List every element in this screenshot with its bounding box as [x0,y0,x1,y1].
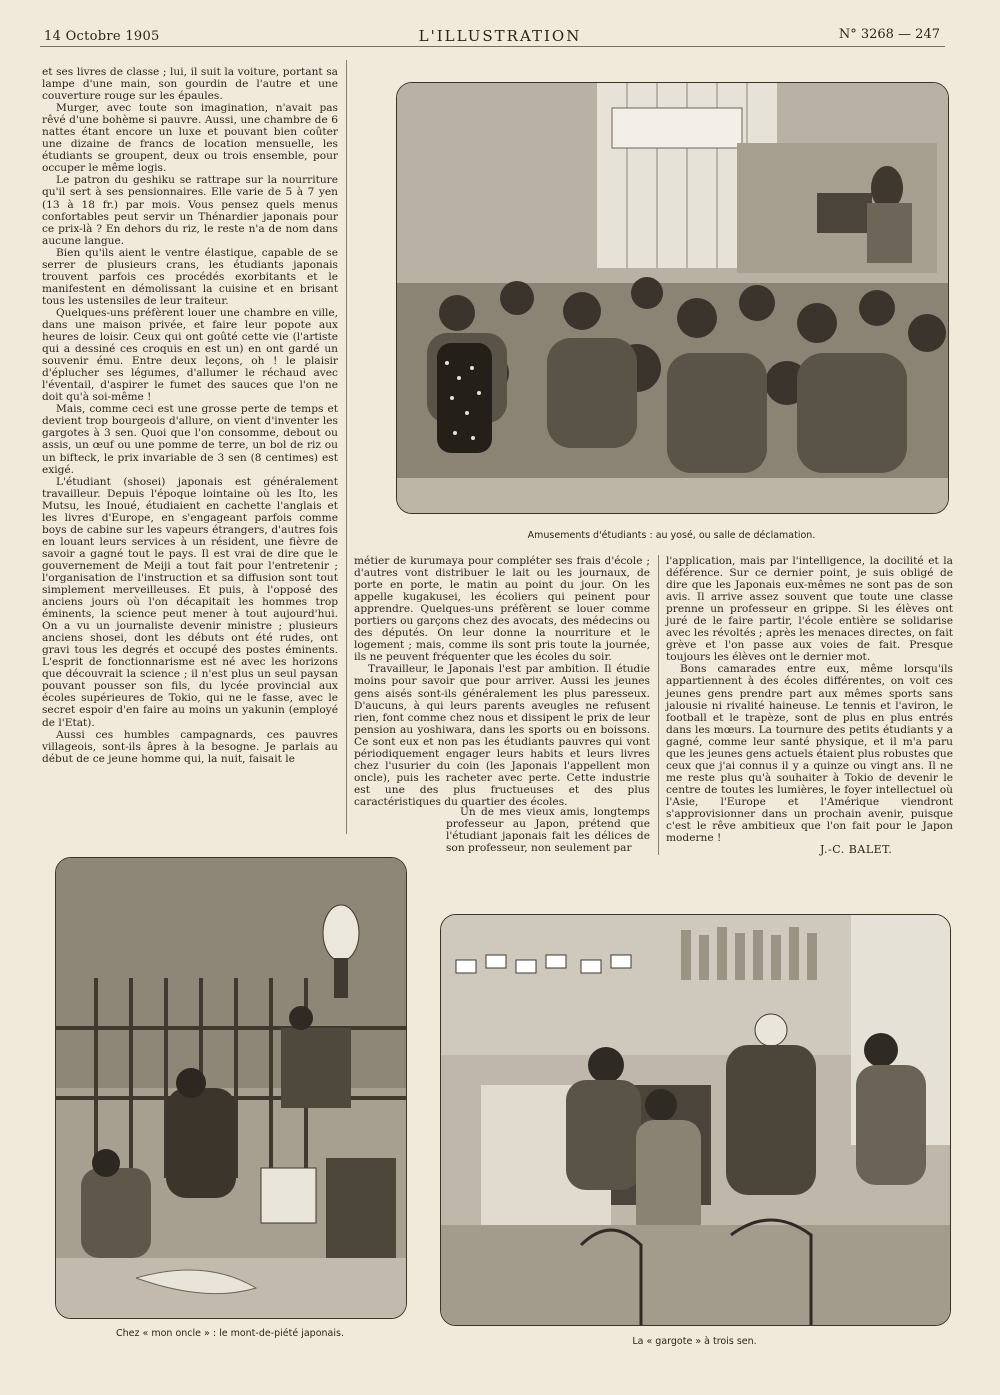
column-divider [346,60,347,834]
issue-number: N° 3268 — 247 [838,27,940,42]
author-signature: J.-C. BALET. [820,843,893,856]
paragraph: Bons camarades entre eux, même lorsqu'ils appartiennent à des écoles différentes, on voit ces jeunes gens prendre part aux mêmes sports sans jalousie ni rivalité haineuse. Le tennis et l'aviron, le football et le trapèze, sont de plus en plus entrés dans les mœurs. La tournure des petits étudiants y a gagné, comme leur santé physique, et il m'a paru que les jeunes gens actuels étaient plus robustes que ceux que j'ai connus il y a quinze ou vingt ans. Il ne me reste plus qu'à souhaiter à Tokio de devenir le centre de toutes les lumières, le foyer intellectuel où l'Asie, l'Europe et l'Amérique viendront s'approvisionner dans un prochain avenir, puisque c'est le rêve ambitieux que l'on fait pour le Japon moderne ! [666,663,953,845]
paragraph: et ses livres de classe ; lui, il suit la voiture, portant sa lampe d'une main, son gourdin de l'autre et une couverture rouge sur les épaules. [42,66,338,103]
caption-yose: Amusements d'étudiants : au yosé, ou salle de déclamation. [527,530,816,541]
header-date: 14 Octobre 1905 [44,29,160,44]
paragraph: Travailleur, le Japonais l'est par ambition. Il étudie moins pour savoir que pour arriver. Aussi les jeunes gens aisés sont-ils généralement les plus paresseux. D'aucuns, à qui leurs parents aveugles ne refusent rien, font comme chez nous et dissipent le prix de leur pension au yoshiwara, dans les sports ou en boissons. Ce sont eux et non pas les étudiants pauvres qui vont périodiquement engager leurs habits et leurs livres chez l'usurier du coin (les Japonais l'appellent mon oncle), puis les racheter avec perte. Cette industrie est une des plus fructueuses et des plus caractéristiques du quartier des écoles. [354,663,650,808]
pawnshop-drawing [56,858,406,1318]
paragraph: Mais, comme ceci est une grosse perte de temps et devient trop bourgeois d'allure, on vient d'inventer les gargotes à 3 sen. Quoi que l'on consomme, debout ou assis, un œuf ou une pomme de terre, un bol de riz ou un bifteck, le prix invariable de 3 sen (8 centimes) est exigé. [42,403,338,476]
gargote-drawing [441,915,950,1325]
article-column-2-continued [446,806,650,854]
illustration-yose [396,82,949,514]
paragraph: Aussi ces humbles campagnards, ces pauvres villageois, sont-ils âpres à la besogne. Je parlais au début de ce jeune homme qui, la nuit, faisait le [42,728,338,765]
paragraph: Quelques-uns préfèrent louer une chambre en ville, dans une maison privée, et faire leur popote aux heures de loisir. Ceux qui ont goûté cette vie (l'artiste qui a dessiné ces croquis en est un) en ont gardé un souvenir ému. Entre deux leçons, oh ! le plaisir d'éplucher ses légumes, d'allumer le réchaud avec l'éventail, d'aspirer le fumet des sauces que l'on ne doit qu'à soi-même ! [42,306,338,404]
caption-gargote: La « gargote » à trois sen. [632,1336,757,1347]
article-column-2 [354,555,650,808]
paragraph: métier de kurumaya pour compléter ses frais d'école ; d'autres vont distribuer le lait ou les journaux, de porte en porte, le matin au point du jour. On les appelle kugakusei, les écoliers qui peinent pour apprendre. Quelques-uns préfèrent se louer comme portiers ou garçons chez des avocats, des médecins ou des députés. On leur donne la nourriture et le logement ; mais, comme ils sont pris toute la journée, ils ne peuvent fréquenter que les écoles du soir. [354,555,650,664]
illustration-mont-de-piete [55,857,407,1319]
article-column-1 [42,66,338,765]
paragraph: L'étudiant (shosei) japonais est généralement travailleur. Depuis l'époque lointaine où les Ito, les Mutsu, les Inoué, étudiaient en cachette l'anglais et les livres d'Europe, en s'engageant parfois comme boys de cabine sur les vapeurs étrangers, d'autres fois en louant leurs services à un résident, une fièvre de savoir a gagné tout le pays. Il est vrai de dire que le gouvernement de Meiji a tout fait pour l'entretenir ; l'organisation de l'instruction et sa diffusion sont tout simplement merveilleuses. Et puis, à l'opposé des anciens jours où l'on décapitait les hommes trop éminents, la science peut mener à tout aujourd'hui. On a vu un journaliste devenir ministre ; plusieurs anciens shosei, dont les débuts ont été rudes, ont gravi tous les degrés et occupé des postes éminents. L'esprit de fonctionnarisme est né avec les horizons que découvrait la science ; il n'est plus un seul paysan pouvant pousser son fils, du lycée provincial aux écoles supérieures de Tokio, qui ne le fasse, avec le secret espoir d'en faire au moins un yakunin (employé de l'Etat). [42,475,338,729]
paragraph: Un de mes vieux amis, longtemps professeur au Japon, prétend que l'étudiant japonais fait les délices de son professeur, non seulement par [446,806,650,855]
paragraph: Murger, avec toute son imagination, n'avait pas rêvé d'une bohème si pauvre. Aussi, une chambre de 6 nattes étant encore un luxe et pouvant bien coûter une dizaine de francs de location mensuelle, les étudiants se groupent, deux ou trois ensemble, pour occuper le même logis. [42,102,338,175]
yose-drawing [397,83,948,513]
masthead-title: L'ILLUSTRATION [418,27,582,45]
header-rule [40,46,945,47]
illustration-gargote [440,914,951,1326]
caption-mont-de-piete: Chez « mon oncle » : le mont-de-piété japonais. [116,1328,344,1339]
column-divider [658,555,659,855]
paragraph: l'application, mais par l'intelligence, la docilité et la déférence. Sur ce dernier point, je suis obligé de dire que les Japonais eux-mêmes ne sont pas de son avis. Il arrive assez souvent que toute une classe prenne un professeur en grippe. Si les élèves ont juré de le faire partir, l'école entière se solidarise avec les révoltés ; après les menaces directes, on fait grève et l'on passe aux voies de fait. Presque toujours les élèves ont le dernier mot. [666,555,953,664]
paragraph: Le patron du geshiku se rattrape sur la nourriture qu'il sert à ses pensionnaires. Elle varie de 5 à 7 yen (13 à 18 fr.) par mois. Vous pensez quels menus confortables peut servir un Thénardier japonais pour ce prix-là ? En dehors du riz, le reste n'a de nom dans aucune langue. [42,174,338,247]
article-column-3 [666,555,953,844]
paragraph: Bien qu'ils aient le ventre élastique, capable de se serrer de plusieurs crans, les étudiants japonais trouvent parfois ces procédés exorbitants et le manifestent en démolissant la cuisine et en brisant tous les ustensiles de leur traiteur. [42,246,338,307]
